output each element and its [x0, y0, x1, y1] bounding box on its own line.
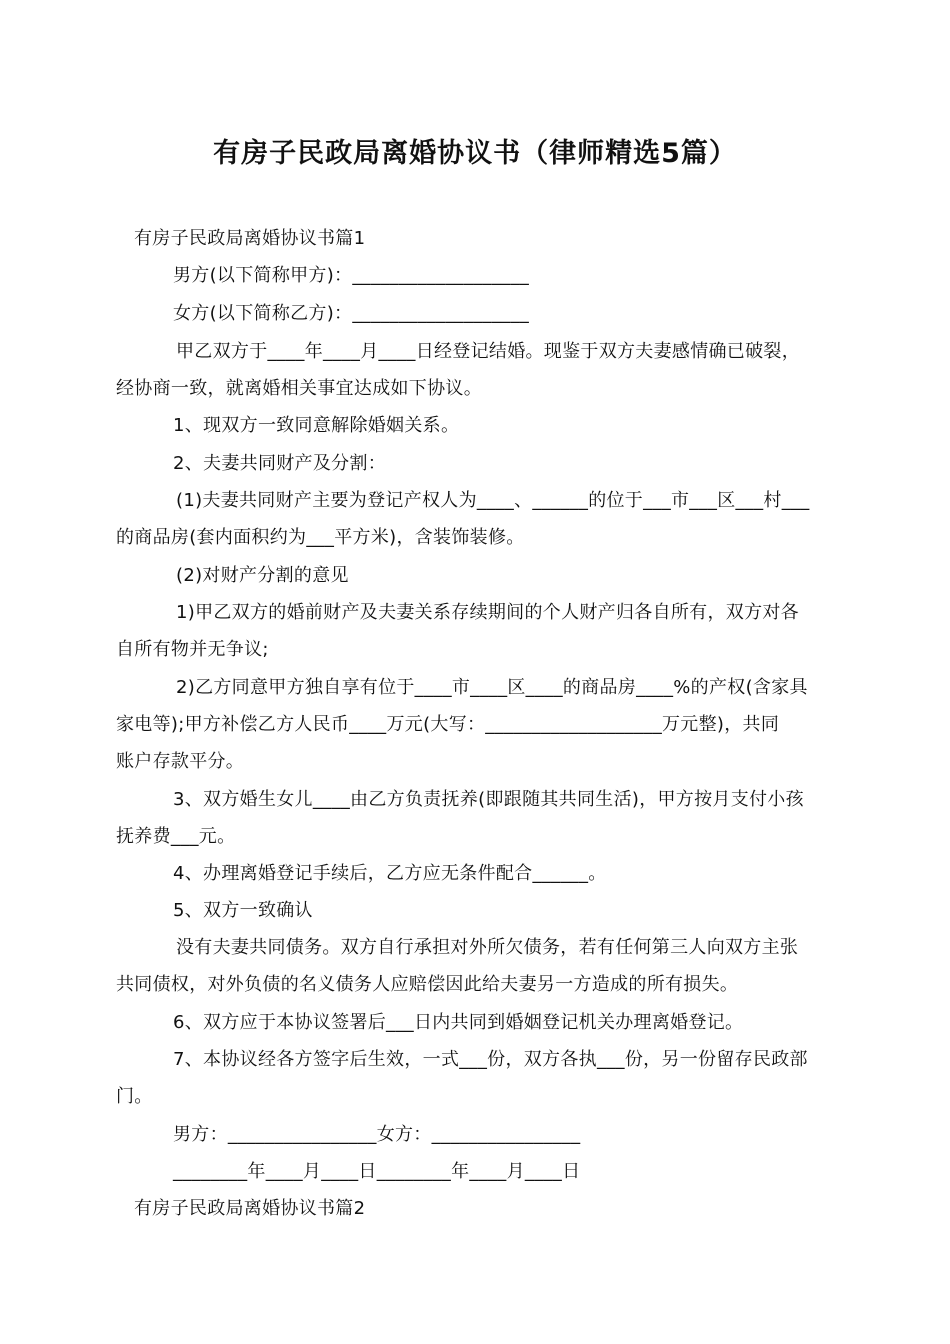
section-heading-2: 有房子民政局离婚协议书篇2: [134, 1198, 366, 1219]
clause-4: 4、办理离婚登记手续后，乙方应无条件配合______。: [173, 863, 607, 884]
section-heading-1: 有房子民政局离婚协议书篇1: [134, 228, 366, 249]
paragraph-line: 账户存款平分。: [116, 751, 245, 772]
signature-line: 男方：________________女方：________________: [173, 1124, 581, 1145]
clause-3: 3、双方婚生女儿____由乙方负责抚养(即跟随其共同生活)，甲方按月支付小孩: [173, 789, 804, 810]
clause-7: 7、本协议经各方签字后生效，一式___份，双方各执___份，另一份留存民政部: [173, 1049, 808, 1070]
paragraph-line: 共同债权，对外负债的名义债务人应赔偿因此给夫妻另一方造成的所有损失。: [116, 974, 739, 995]
party-a-line: 男方(以下简称甲方)：___________________: [173, 265, 530, 286]
document-title: 有房子民政局离婚协议书（律师精选5篇）: [213, 138, 737, 169]
paragraph-line: 的商品房(套内面积约为___平方米)，含装饰装修。: [116, 527, 525, 548]
clause-5: 5、双方一致确认: [173, 900, 313, 921]
paragraph-line: 家电等);甲方补偿乙方人民币____万元(大写：___________________万元整)，共同: [116, 714, 780, 735]
paragraph-line: 经协商一致，就离婚相关事宜达成如下协议。: [116, 378, 482, 399]
date-line: ________年____月____日________年____月____日: [173, 1161, 581, 1182]
clause-2: 2、夫妻共同财产及分割：: [173, 453, 387, 474]
paragraph-line: 1)甲乙双方的婚前财产及夫妻关系存续期间的个人财产归各自所有，双方对各: [176, 602, 799, 623]
paragraph-line: 门。: [116, 1086, 153, 1107]
clause-6: 6、双方应于本协议签署后___日内共同到婚姻登记机关办理离婚登记。: [173, 1012, 744, 1033]
paragraph-line: 甲乙双方于____年____月____日经登记结婚。现鉴于双方夫妻感情确已破裂，: [176, 341, 800, 362]
paragraph-line: (1)夫妻共同财产主要为登记产权人为____、______的位于___市___区___村___: [176, 490, 810, 511]
paragraph-line: 自所有物并无争议;: [116, 639, 269, 660]
sub-clause: (2)对财产分割的意见: [176, 565, 349, 586]
party-b-line: 女方(以下简称乙方)：___________________: [173, 303, 530, 324]
paragraph-line: 抚养费___元。: [116, 826, 236, 847]
paragraph-line: 没有夫妻共同债务。双方自行承担对外所欠债务，若有任何第三人向双方主张: [176, 937, 799, 958]
paragraph-line: 2)乙方同意甲方独自享有位于____市____区____的商品房____%的产权(含家具: [176, 677, 808, 698]
clause-1: 1、现双方一致同意解除婚姻关系。: [173, 415, 460, 436]
